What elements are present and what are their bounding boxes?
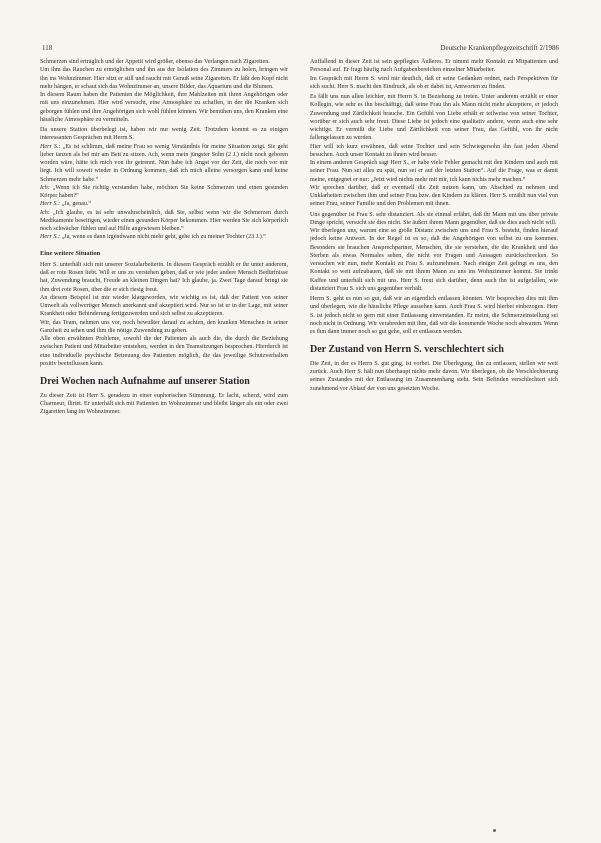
paragraph: Die Zeit, in der es Herrn S. gut ging, ist vorbei. Die Überlegung, ihn zu entlassen, stellen wir weit zurück. Auch Herr S. hält nun überhaupt nichts mehr davon. Wir überlegen, ob die Verschlechterung seines Zustandes mit der Entlassung im Zusammenhang steht. Sein Befinden verschlechtert sich zunehmend vor Ablauf der von uns gesetzten Woche. [310, 360, 558, 392]
dialogue-text: „Es ist schlimm, daß meine Frau so wenig Verständnis für meine Situation zeigt. Sie geht lieber tanzen als bei mir am Bett zu sitzen. Ach, wenn mein jüngster Sohn (2 J.) nicht noch geboren worden wäre, hätte ich mich von ihr getrennt. Nun habe ich Angst vor der Zeit, die noch vor mir liegt. Ich will soweit wieder in Ordnung kommen, daß ich mich alleine versorgen kann und keine Schmerzen mehr habe.“ [40, 143, 288, 183]
dialogue-text: „Wenn ich Sie richtig verstanden habe, möchten Sie keine Schmerzen und einen gesunden Körper haben?“ [40, 184, 288, 199]
paragraph: Wir überlegen uns, warum eine so große Distanz zwischen uns und Frau S. besteht, finden hierauf jedoch keine Antwort. In der Regel ist es so, daß die Angehörigen von selbst zu uns kommen. Besonders sie brauchen Ansprechpartner, Menschen, die sie verstehen, die die Krankheit und das Sterben als etwas Normales sehen, die nicht vor Fragen und Aussagen zurückschrecken. So versuchen wir nun, mehr Kontakt zu Frau S. aufzunehmen. Nach einiger Zeit gelingt es uns, den Kontakt so weit aufzubauen, daß sie mit ihrem Mann zu uns ins Wohnzimmer kommt. Sie trinkt Kaffee und unterhält sich mit uns. Herr S. freut sich darüber, denn auch ihn ist aufgefallen, wie distanziert Frau S. sich uns gegenüber verhält. [310, 228, 558, 292]
paragraph: Da unsere Station überbelegt ist, haben wir nur wenig Zeit. Trotzdem kommt es zu einigen interessanten Gesprächen mit Herrn S. [40, 127, 288, 142]
speaker-label: Herr S.: [40, 234, 60, 241]
paragraph: Hier will ich kurz erwähnen, daß seine Tochter und sein Schwiegersohn ihn fast jeden Abend besuchen. Auch unser Kontakt zu ihnen wird besser. [310, 143, 558, 158]
dialogue-line [40, 200, 288, 208]
speaker-label: Ich: [40, 184, 50, 191]
section-heading-three-weeks: Drei Wochen nach Aufnahme auf unserer Station [40, 376, 250, 387]
paragraph: In einem anderen Gespräch sagt Herr S., er habe viele Fehler gemacht mit den Kindern und auch mit seiner Frau. Nun sei alles zu spät, nun sei er auf der letzten Station“. Auf die Frage, was er damit meine, entgegnet er nur: „Jetzt wird nichts mehr mit mir, ich kann nichts mehr machen.“ [310, 160, 558, 183]
paragraph: Schmerzen sind erträglich und der Appetit wird größer, ebenso das Verlangen nach Zigaretten. [40, 59, 270, 65]
speaker-label: Herr S.: [40, 143, 61, 150]
dialogue-text: „Ja, genau.“ [61, 201, 92, 208]
speaker-label: Herr S.: [40, 201, 60, 208]
dialogue-line [40, 233, 288, 241]
dialogue-text: „Ich glaube, es ist sehr unwahrscheinlich, daß Sie, selbst wenn wir die Schmerzen durch Medikamente beseitigen, wieder einen gesunden Körper bekommen. Hier werden Sie sich körperlich noch schwächer fühlen und auf Hilfe angewiesen bleiben.“ [40, 209, 289, 232]
speaker-label: Ich: [40, 209, 50, 216]
paragraph: Alle oben erwähnten Probleme, sowohl die der Patienten als auch die, die durch die Beziehung zwischen Patient und Mitarbeiter entstehen, werden in den Teamsitzungen besprochen. Hierdurch ist eine individuelle psychische Betreuung des Patienten möglich, die das jeweilige Schutzverhalten positiv beeinflussen kann. [40, 336, 288, 367]
paragraph: In diesem Raum haben die Patienten die Möglichkeit, ihre Mahlzeiten mit ihren Angehörigen oder mit uns einzunehmen. Hier wird versucht, eine Atmosphäre zu schaffen, in der die Kranken sich geborgen fühlen und ihre Angehörigen sich wohl fühlen können. Wir bemühen uns, den Kranken eine häusliche Atmosphäre zu vermitteln. [40, 92, 288, 123]
dialogue-text: „Ja, wenn es dann irgendwann nicht mehr geht, gehe ich zu meiner Tochter (23 J.).“ [61, 234, 266, 241]
journal-header: Deutsche Krankenpflegezeitschrift 2/1986 [440, 44, 559, 52]
right-column [310, 58, 558, 393]
left-column [40, 58, 288, 416]
paragraph: Zu dieser Zeit ist Herr S. geradezu in einer euphorischen Stimmung. Er lacht, scherzt, wird zum Charmeur, flirtet. Er unterhält sich mit Patienten im Wohnzimmer und bleibt länger als ein oder zwei Zigaretten lang im Wohnzimmer. [40, 392, 288, 415]
section-heading-situation: Eine weitere Situation [40, 249, 101, 257]
paragraph: Uns gegenüber ist Frau S. sehr distanziert. Als sie einmal erfährt, daß ihr Mann mit uns über private Dinge spricht, versucht sie dies nicht. Sie äußert ihrem Mann gegenüber, daß sie dies auch nicht will. [310, 211, 558, 226]
dialogue-line [40, 143, 288, 184]
paragraph: Herr S. unterhält sich mit unserer Sozialarbeiterin. In diesem Gespräch erzählt er ihr unter anderem, daß er rote Rosen liebt. Will er uns zu verstehen geben, daß er wie jeder andere Mensch Bedürfnisse hat, Zuwendung braucht, Freude an kleinen Dingen hat? Ich glaube, ja. Zwei Tage darauf bringt sie ihm drei rote Rosen, über die er sich riesig freut. [40, 261, 288, 293]
page-mark [493, 829, 496, 832]
paragraph: Wir sprechen darüber, daß er eventuell die Zeit nutzen kann, um Abschied zu nehmen und Unklarheiten zwischen ihm und seiner Frau bzw. den Kindern zu klären. Herr S. erzählt nun viel von seiner Frau, seiner Familie und den Problemen mit ihnen. [310, 184, 558, 208]
section-heading-condition: Der Zustand von Herrn S. verschlechtert sich [310, 344, 504, 356]
paragraph: Es fällt uns nun allen leichter, mit Herrn S. in Beziehung zu treten. Unter anderem erzählt er einer Kollegin, wie sehr es ihn beschäftigt, daß seine Frau ihn als Mann nicht mehr akzeptiere, er jedoch Zuwendung und Zärtlichkeit brauche. Ein Gefühl von Liebe erhält er teilweise von seiner Tochter, worüber er sich auch sehr freut. Diese Liebe ist jedoch eine qualitativ andere, wenn auch eine sehr wichtige. Er vermißt die Liebe und Zärtlichkeit von seiner Frau, das Gefühl, von ihr nicht fallengelassen zu werden. [310, 94, 558, 142]
paragraph: Im Gespräch mit Herrn S. wird mir deutlich, daß er seine Gedanken ordnet, nach Perspektiven für sich sucht. Herr S. macht den Eindruck, als ob er dabei ist, Antworten zu finden. [310, 75, 558, 90]
dialogue-line [40, 184, 288, 201]
paragraph: Wir, das Team, nehmen uns vor, noch bewußter darauf zu achten, den kranken Menschen in seiner Ganzheit zu sehen und ihm die nötige Zuwendung zu geben. [40, 319, 288, 334]
paragraph: An diesem Beispiel ist mir wieder klargeworden, wie wichtig es ist, daß der Patient von seiner Umwelt als vollwertiger Mensch anerkannt und akzeptiert wird. Nur so ist er in der Lage, mit seiner Krankheit oder Behinderung fertigzuwerden und sich selbst zu akzeptieren. [40, 294, 288, 318]
dialogue-line [40, 209, 288, 234]
paragraph: Auffallend in dieser Zeit ist sein gepflegtes Äußeres. Er nimmt mehr Kontakt zu Mitpatienten und Personal auf. Er fragt häufig nach Aufgabenbereichen einzelner Mitarbeiter. [310, 59, 558, 74]
paragraph: Um ihm das Rauchen zu ermöglichen und ihn aus der Isolation des Zimmers zu holen, bringen wir ihn ins Wohnzimmer. Hier sitzt er still und raucht mit Genuß seine Zigaretten. Er läßt den Kopf nicht mehr hängen, er schaut sich das Wohnzimmer an, unsere Bilder, das Aquarium und die Blumen. [40, 67, 288, 90]
paragraph: Herrn S. geht es nun so gut, daß wir an eigentlich entlassen könnten. Wir besprechen dies mit ihm und überlegen, wie die häusliche Pflege aussehen kann. Auch Frau S. wird hierbei einbezogen. Herr S. ist jedoch nicht so gern mit einer Entlassung einverstanden. Er meint, die Schmerzeinstellung sei noch nicht in Ordnung. Wir verabreden mit ihm, daß wir die kommende Woche noch abwarten. Wenn es ihm dann immer noch so gut gehe, soll er entlassen werden. [310, 296, 558, 335]
page-number: 118 [42, 44, 53, 52]
